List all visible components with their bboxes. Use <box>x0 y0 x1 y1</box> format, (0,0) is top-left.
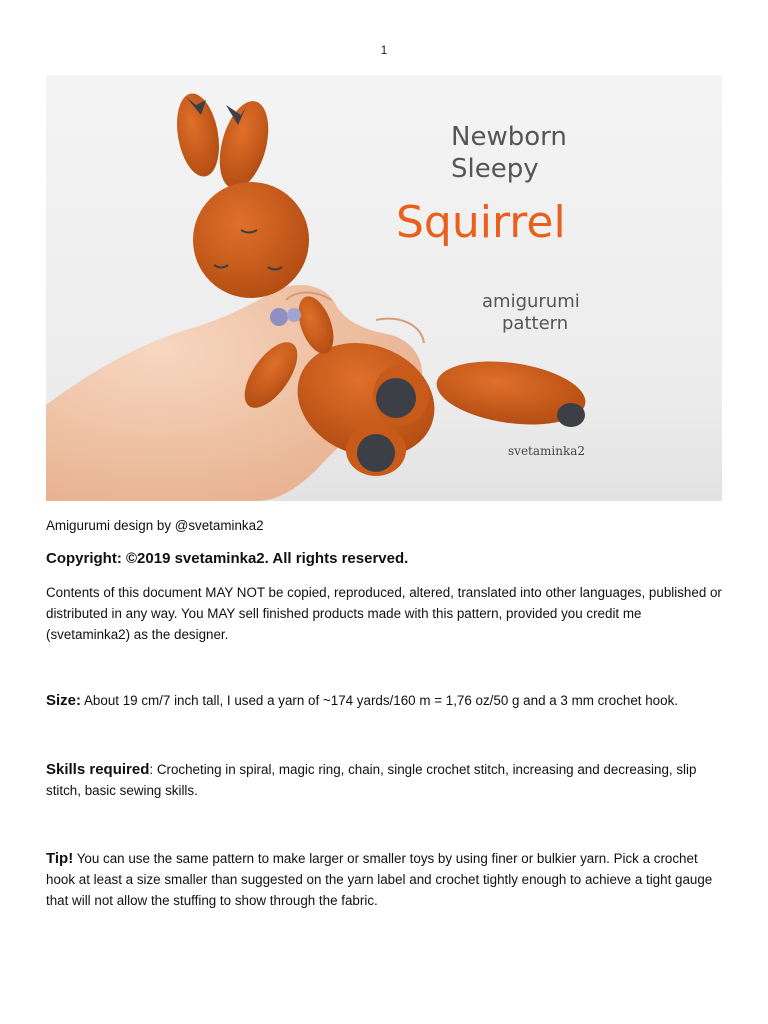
size-paragraph <box>46 690 722 711</box>
skills-text: : Crocheting in spiral, magic ring, chain, single crochet stitch, increasing and decreasing, slip stitch, basic sewing skills. <box>46 762 697 798</box>
contents-notice: Contents of this document MAY NOT be copied, reproduced, altered, translated into other languages, published or distributed in any way. You MAY sell finished products made with this pattern, provided you credit me (svetaminka2) as the designer. <box>46 585 722 642</box>
hero-title-line1: Newborn <box>451 122 567 152</box>
copyright-notice: Copyright: ©2019 svetaminka2. All rights reserved. <box>46 550 409 567</box>
tip-paragraph <box>46 848 722 911</box>
size-text: About 19 cm/7 inch tall, I used a yarn of ~174 yards/160 m = 1,76 oz/50 g and a 3 mm crochet hook. <box>81 693 678 708</box>
size-label: Size: <box>46 692 82 709</box>
skills-label: Skills required <box>46 761 150 778</box>
hero-subtitle-line2: pattern <box>502 313 569 334</box>
page-number: 1 <box>380 43 388 57</box>
hero-watermark: svetaminka2 <box>508 444 586 458</box>
squirrel-illustration <box>46 75 722 501</box>
hero-subtitle-line1: amigurumi <box>482 291 580 312</box>
hero-title-main: Squirrel <box>396 197 566 248</box>
tip-label: Tip! <box>46 850 74 867</box>
image-caption: Amigurumi design by @svetaminka2 <box>46 518 264 533</box>
hero-title-line2: Sleepy <box>451 154 539 184</box>
hero-photo <box>46 75 722 501</box>
tip-text: You can use the same pattern to make larger or smaller toys by using finer or bulkier yarn. Pick a crochet hook at least a size smaller than suggested on the yarn label and crochet tightly enough to achieve a tight gauge that will not allow the stuffing to show through the fabric. <box>46 851 713 908</box>
skills-paragraph <box>46 759 722 801</box>
